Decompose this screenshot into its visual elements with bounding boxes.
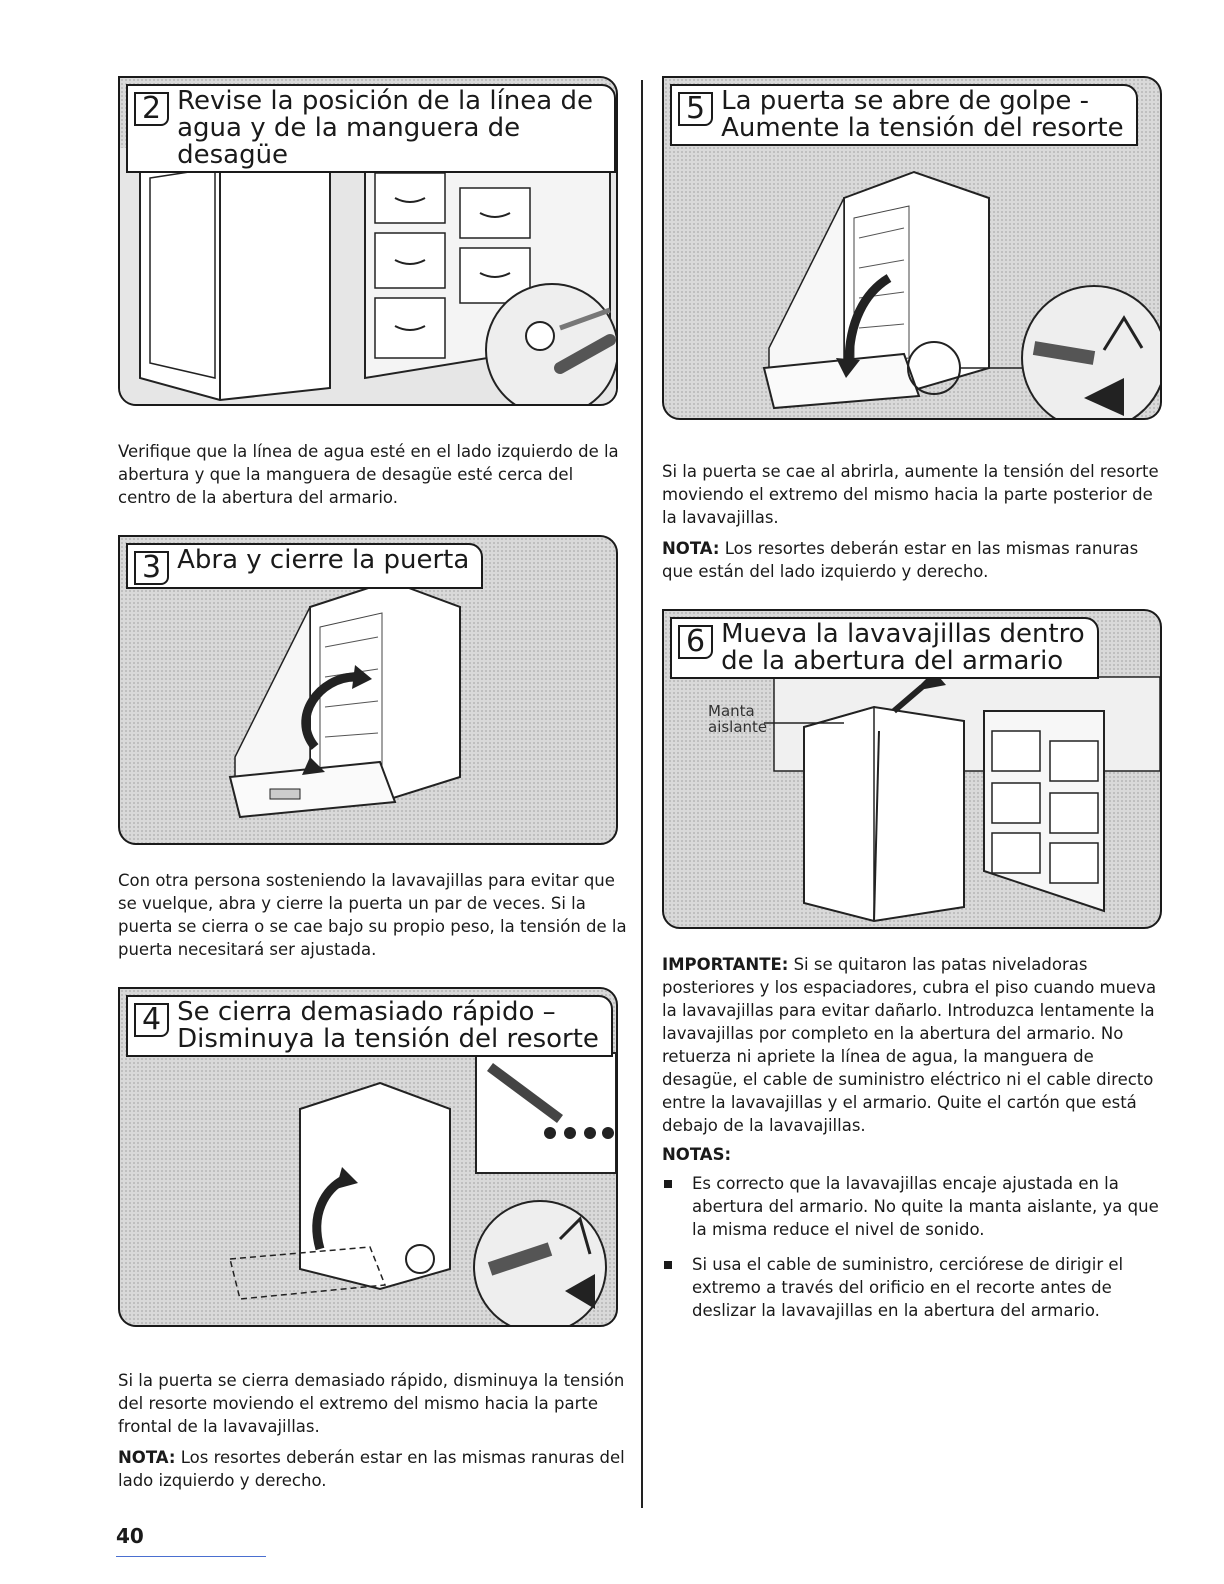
step-4-note-label: NOTA: bbox=[118, 1448, 176, 1467]
step-2 bbox=[118, 76, 628, 509]
step-4-illustration bbox=[118, 987, 618, 1327]
step-6-illustration bbox=[662, 609, 1162, 929]
step-4-text: Si la puerta se cierra demasiado rápido, disminuya la tensión del resorte moviendo el extremo del mismo hacia la parte frontal de la lavavajillas. bbox=[118, 1371, 625, 1436]
step-5-illustration bbox=[662, 76, 1162, 420]
step-4-note-text: Los resortes deberán estar en las mismas ranuras del lado izquierdo y derecho. bbox=[118, 1448, 625, 1490]
step-5-text: Si la puerta se cae al abrirla, aumente la tensión del resorte moviendo el extremo del mismo hacia la parte posterior de la lavavajillas. bbox=[662, 462, 1159, 527]
step-4-title-line1: Se cierra demasiado rápido – bbox=[177, 997, 556, 1027]
step-3-title-line1: Abra y cierre la puerta bbox=[177, 545, 470, 575]
important-label: IMPORTANTE: bbox=[662, 955, 789, 974]
step-6-important bbox=[662, 953, 1172, 1137]
footer-rule bbox=[116, 1556, 266, 1557]
step-5-note bbox=[662, 537, 1172, 583]
step-3-number: 3 bbox=[134, 551, 169, 585]
step-4-title bbox=[126, 995, 613, 1057]
step-2-text: Verifique que la línea de agua esté en el lado izquierdo de la abertura y que la manguera de desagüe esté cerca del centro de la abertura del armario. bbox=[118, 442, 619, 507]
page-number: 40 bbox=[116, 1524, 144, 1548]
step-6-title-line2: de la abertura del armario bbox=[721, 646, 1064, 676]
step-3-title bbox=[126, 543, 483, 589]
step-4-number: 4 bbox=[134, 1003, 169, 1037]
left-column bbox=[118, 76, 628, 1492]
step-2-title-line2: agua y de la manguera de desagüe bbox=[177, 113, 521, 170]
step-5-number: 5 bbox=[678, 92, 713, 126]
step-3-illustration bbox=[118, 535, 618, 845]
step-3 bbox=[118, 535, 628, 961]
step-4 bbox=[118, 987, 628, 1492]
important-text: Si se quitaron las patas niveladoras posteriores y los espaciadores, cubra el piso cuando mueva la lavavajillas para evitar dañarlo. Introduzca lentamente la lavavajillas por completo en la abertura del armario. No retuerza ni apriete la línea de agua, la manguera de desagüe, el cable de suministro eléctrico ni el cable directo entre la lavavajillas y el armario. Quite el cartón que está debajo de la lavavajillas. bbox=[662, 955, 1157, 1135]
step-5 bbox=[662, 76, 1172, 583]
step-6-title-line1: Mueva la lavavajillas dentro bbox=[721, 619, 1085, 649]
callout-line2: aislante bbox=[708, 718, 768, 736]
step-2-number: 2 bbox=[134, 92, 169, 126]
step-5-note-text: Los resortes deberán estar en las mismas ranuras que están del lado izquierdo y derecho. bbox=[662, 539, 1139, 581]
step-5-title bbox=[670, 84, 1138, 146]
step-4-title-line2: Disminuya la tensión del resorte bbox=[177, 1024, 599, 1054]
step-6 bbox=[662, 609, 1172, 1322]
step-5-title-line1: La puerta se abre de golpe - bbox=[721, 86, 1090, 116]
step-4-note bbox=[118, 1446, 628, 1492]
notes-label: NOTAS: bbox=[662, 1145, 732, 1164]
notes-list bbox=[662, 1172, 1172, 1322]
note-item: Si usa el cable de suministro, cerciórese de dirigir el extremo a través del orificio en el recorte antes de deslizar la lavavajillas en la abertura del armario. bbox=[662, 1253, 1172, 1322]
step-6-number: 6 bbox=[678, 625, 713, 659]
step-2-title bbox=[126, 84, 616, 173]
step-3-text: Con otra persona sosteniendo la lavavajillas para evitar que se vuelque, abra y cierre la puerta un par de veces. Si la puerta se cierra o se cae bajo su propio peso, la tensión de la puerta necesitará ser ajustada. bbox=[118, 871, 627, 959]
callout-line1: Manta bbox=[708, 702, 755, 720]
column-divider bbox=[641, 80, 643, 1508]
insulation-blanket-callout bbox=[708, 703, 767, 735]
step-2-illustration bbox=[118, 76, 618, 406]
right-column bbox=[662, 76, 1172, 1334]
step-2-title-line1: Revise la posición de la línea de bbox=[177, 86, 593, 116]
step-5-title-line2: Aumente la tensión del resorte bbox=[721, 113, 1124, 143]
note-item: Es correcto que la lavavajillas encaje ajustada en la abertura del armario. No quite la manta aislante, ya que la misma reduce el nivel de sonido. bbox=[662, 1172, 1172, 1241]
step-6-title bbox=[670, 617, 1099, 679]
step-5-note-label: NOTA: bbox=[662, 539, 720, 558]
